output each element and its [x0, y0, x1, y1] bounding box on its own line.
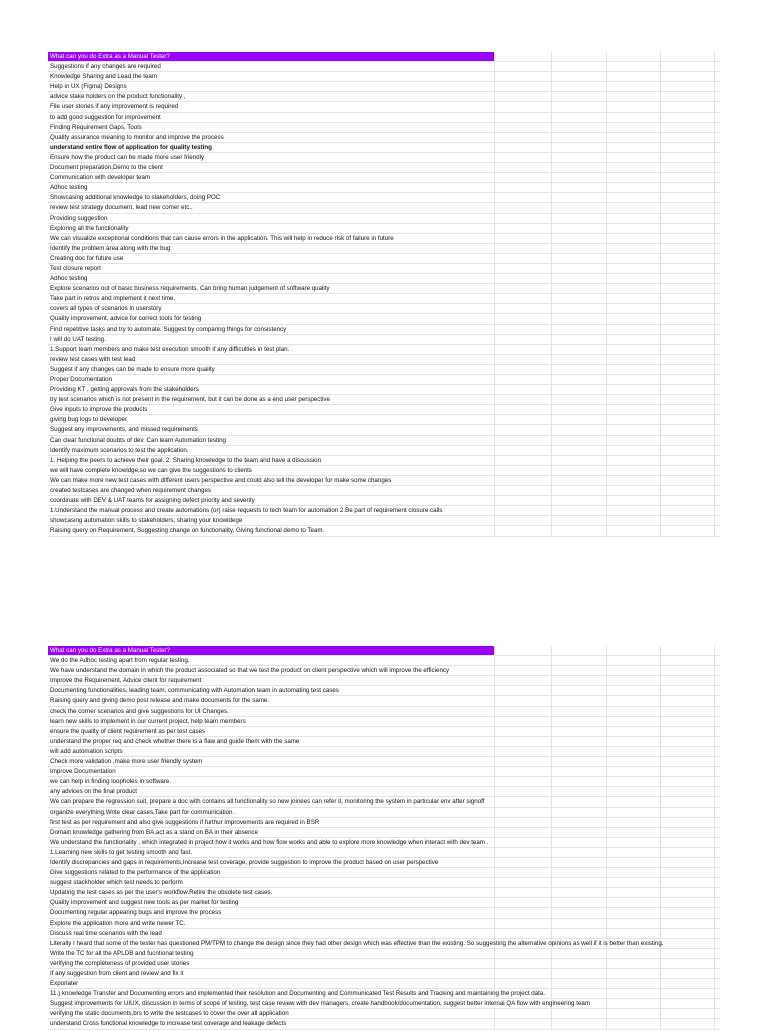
table-cell[interactable]: Suggest if any changes can be made to ensure more quality — [50, 365, 215, 373]
table-row[interactable] — [48, 62, 720, 72]
table-row[interactable] — [48, 717, 720, 727]
table-row[interactable] — [48, 777, 720, 787]
table-row[interactable] — [48, 516, 720, 526]
table-cell[interactable]: understand the proper req and check whether there is a flaw and guide them with the same — [50, 737, 300, 745]
table-cell[interactable]: Suggestions if any changes are required — [50, 63, 161, 71]
table-row[interactable] — [48, 656, 720, 666]
table-row[interactable] — [48, 526, 720, 536]
table-cell[interactable]: coordinate with DEV & UAT teams for assigning defect priority and severity — [50, 497, 255, 505]
table-cell[interactable]: Suggest improvements for UIUX, discussion in terms of scope of testing, test case review with dev managers, create handbook/documentation, suggest better internal QA flow with engineering team — [50, 1000, 590, 1008]
table-row[interactable] — [48, 224, 720, 234]
table-cell[interactable]: 1.Support team members and make test execution smooth if any difficulties in test plan. — [50, 345, 290, 353]
table-row[interactable] — [48, 274, 720, 284]
table-cell[interactable]: Updating the test cases as per the user's workflow.Retire the obsolete test cases. — [50, 889, 273, 897]
table-cell[interactable]: Document preparation,Demo to the client — [50, 164, 163, 172]
table-cell[interactable]: we can help in finding loopholes in software. — [50, 778, 172, 786]
table-row[interactable] — [48, 939, 720, 949]
table-cell[interactable]: organize everything,Write clear cases,Take part for communication. — [50, 808, 235, 816]
table-cell[interactable]: Literally I heard that some of the tester has questioned PM/TPM to change the design since they had other design which was effective than the existing. So suggesting the alternative opinions as well if it is better than existing. — [50, 939, 664, 947]
table-cell[interactable]: We can visualize exceptional conditions that can cause errors in the application. This will help in reduce risk of failure in future — [50, 234, 394, 242]
header-row[interactable] — [48, 646, 720, 656]
table-row[interactable] — [48, 102, 720, 112]
table-row[interactable] — [48, 446, 720, 456]
table-cell[interactable]: advice stake holders on the product functionality , — [50, 93, 186, 101]
table-cell[interactable]: giving bug logs to developer — [50, 416, 128, 424]
header-cell[interactable]: What can you do Extra as a Manual Tester? — [50, 53, 170, 60]
sheet-block-1 — [48, 52, 720, 537]
table-cell[interactable]: review test strategy document, lead new comer etc.. — [50, 204, 193, 212]
table-cell[interactable]: Identify maximum scenarios to test the application. — [50, 446, 189, 454]
table-row[interactable] — [48, 979, 720, 989]
table-cell[interactable]: Find repetitive tasks and try to automate. Suggest by comparing things for consistency — [50, 325, 287, 333]
table-cell[interactable]: any advices on the final product — [50, 788, 138, 796]
table-cell[interactable]: Quality improvement and suggest new tools as per market for testing — [50, 899, 239, 907]
table-row[interactable] — [48, 153, 720, 163]
table-cell[interactable]: We have understand the domain in which the product associated so that we test the product on client perspective which will improve the efficiency — [50, 667, 450, 675]
table-cell[interactable]: Quality assurance meaning to monitor and improve the process — [50, 133, 224, 141]
table-cell[interactable]: Discuss real time scenarios with the lead — [50, 929, 162, 937]
table-row[interactable] — [48, 173, 720, 183]
table-cell[interactable]: Proper Documentation — [50, 376, 112, 383]
table-cell[interactable]: Communication with developer team — [50, 174, 151, 182]
table-row[interactable] — [48, 858, 720, 868]
table-row[interactable] — [48, 345, 720, 355]
table-cell[interactable]: Providing suggestion — [50, 214, 108, 222]
table-row[interactable] — [48, 82, 720, 92]
table-cell[interactable]: 1.Understand the manual process and create automations (or) raise requests to tech team for automation 2.Be part of requirement closure calls — [50, 507, 443, 515]
table-row[interactable] — [48, 314, 720, 324]
table-row[interactable] — [48, 456, 720, 466]
table-cell[interactable]: 11.) knowledge Transfer and Documenting errors and implemented their resolution and Documenting and Communicated Test Results and Tracking and maintaining the project data. — [50, 990, 546, 998]
table-cell[interactable]: we will have complete knowldge,so we can give the suggestions to clients — [50, 466, 252, 474]
table-row[interactable] — [48, 203, 720, 213]
table-row[interactable] — [48, 989, 720, 999]
table-row[interactable] — [48, 304, 720, 314]
table-cell[interactable]: We can make more new test cases with different users perspective and could also tell the developer for make some changes — [50, 476, 392, 484]
table-row[interactable] — [48, 244, 720, 254]
table-cell[interactable]: try test scenarios which is not present in the requirement, but it can be done as a end user perspective — [50, 396, 330, 404]
table-cell[interactable]: We understand the functionality , which integrated in project how it works and how flow works and able to explore more knowledge when interact with dev team . — [50, 838, 489, 846]
table-cell[interactable]: understand Cross functional knowledge to increase test coverage and leakage defects — [50, 1020, 287, 1028]
table-row[interactable] — [48, 193, 720, 203]
table-row[interactable] — [48, 72, 720, 82]
table-cell[interactable]: We can prepare the regression suit, prepare a doc with contains all functionality so new joinees can refer it, monitoring the system in particular env after signoff — [50, 798, 485, 806]
table-cell[interactable]: 1. Helping the peers to achieve their goal. 2. Sharing knowledge to the team and have a discussion — [50, 456, 322, 464]
table-row[interactable] — [48, 496, 720, 506]
table-cell[interactable]: Identify the problem area along with the bug — [50, 244, 171, 252]
table-cell[interactable]: Check more validation ,make more user friendly system — [50, 758, 203, 766]
header-cell[interactable]: What can you do Extra as a Manual Tester? — [50, 647, 170, 654]
table-row[interactable] — [48, 727, 720, 737]
table-cell[interactable]: Give suggestions related to the performance of the application — [50, 869, 221, 877]
table-row[interactable] — [48, 848, 720, 858]
table-cell[interactable]: Exploring all the functionality — [50, 224, 129, 232]
table-cell[interactable]: Adhoc testing — [50, 184, 88, 192]
table-row[interactable] — [48, 425, 720, 435]
table-row[interactable] — [48, 355, 720, 365]
table-row[interactable] — [48, 385, 720, 395]
table-row[interactable] — [48, 898, 720, 908]
table-cell[interactable]: We do the Adhoc testing apart from regular testing. — [50, 657, 190, 665]
table-cell[interactable]: covers all types of scenarios in userstory — [50, 305, 162, 313]
table-cell[interactable]: Improve Documentation — [50, 768, 116, 776]
table-row[interactable] — [48, 888, 720, 898]
table-cell[interactable]: check the corner scenarios and give suggestions for UI Changes. — [50, 707, 229, 715]
table-row[interactable] — [48, 959, 720, 969]
table-cell[interactable]: File user stories if any improvement is required — [50, 103, 179, 111]
header-row[interactable] — [48, 52, 720, 62]
table-cell[interactable]: Write the TC for all the APLDB and fucntional testing — [50, 949, 194, 957]
table-row[interactable] — [48, 415, 720, 425]
table-row[interactable] — [48, 486, 720, 496]
table-row[interactable] — [48, 787, 720, 797]
table-cell[interactable]: I will do UAT testing. — [50, 335, 106, 343]
table-row[interactable] — [48, 999, 720, 1009]
table-row[interactable] — [48, 737, 720, 747]
table-row[interactable] — [48, 92, 720, 102]
table-cell[interactable]: Raising query on Requirement, Suggesting change on functionality, Giving functional demo to Team. — [50, 527, 325, 535]
table-row[interactable] — [48, 808, 720, 818]
table-row[interactable] — [48, 113, 720, 123]
table-row[interactable] — [48, 476, 720, 486]
table-cell[interactable]: Can clear functional doubts of dev. Can learn Automation testing — [50, 436, 226, 444]
table-row[interactable] — [48, 868, 720, 878]
table-row[interactable] — [48, 818, 720, 828]
table-cell[interactable]: Improve the Requirement, Advice client for requirement — [50, 677, 202, 685]
table-row[interactable] — [48, 747, 720, 757]
table-row[interactable] — [48, 696, 720, 706]
table-row[interactable] — [48, 163, 720, 173]
table-row[interactable] — [48, 949, 720, 959]
table-cell[interactable]: Quality improvement, advice for correct tools for testing — [50, 315, 202, 323]
table-cell[interactable]: Ensure how the product can be made more user friendly — [50, 153, 205, 161]
table-row[interactable] — [48, 214, 720, 224]
table-cell[interactable]: Documenting functionalities, leading team, communicating with Automation team in automating test cases — [50, 687, 339, 695]
table-cell[interactable]: Give inputs to improve the products — [50, 406, 148, 414]
table-row[interactable] — [48, 264, 720, 274]
table-row[interactable] — [48, 436, 720, 446]
table-cell[interactable]: learn new skills to implement in our current project, help team members — [50, 717, 246, 725]
table-cell[interactable]: to add good suggestion for improvement — [50, 113, 161, 121]
table-cell[interactable]: Explore scenarios out of basic business requirements. Can bring human judgement of software quality — [50, 285, 330, 293]
table-cell[interactable]: If any suggestion from client and review and fix it — [50, 970, 184, 977]
table-row[interactable] — [48, 395, 720, 405]
table-row[interactable] — [48, 183, 720, 193]
table-row[interactable] — [48, 686, 720, 696]
table-cell[interactable]: Showcasing additional knowledge to stakeholders, doing POC — [50, 194, 221, 202]
table-cell[interactable]: review test cases with test lead — [50, 355, 136, 363]
sheet-block-2 — [48, 646, 720, 1030]
table-cell[interactable]: 1.Learning new skills to get testing smooth and fast. — [50, 848, 193, 856]
table-row[interactable] — [48, 666, 720, 676]
table-row[interactable] — [48, 908, 720, 918]
table-row[interactable] — [48, 325, 720, 335]
table-cell[interactable]: first test as per requirement and also give suggestions if furthur improvements are required in BSR — [50, 818, 320, 826]
table-cell[interactable]: understand entire flow of application for quality testing — [50, 143, 212, 151]
table-row[interactable] — [48, 878, 720, 888]
table-row[interactable] — [48, 838, 720, 848]
table-cell[interactable]: Documenting regular appearing bugs and improve the process — [50, 909, 222, 917]
table-cell[interactable]: Test closure report — [50, 264, 101, 272]
table-cell[interactable]: Identify discrepancies and gaps in requirements,Increase test coverage, provide suggestion to improve the product based on user perspective — [50, 858, 439, 866]
table-cell[interactable]: Suggest any improvements, and missed requirements — [50, 426, 198, 434]
table-row[interactable] — [48, 676, 720, 686]
table-row[interactable] — [48, 767, 720, 777]
table-cell[interactable]: Finding Requirement Gaps, Tools — [50, 123, 142, 131]
table-cell[interactable]: Take part in retros and implement it next time. — [50, 295, 176, 303]
table-row[interactable] — [48, 284, 720, 294]
table-cell[interactable]: Explore the application more and write newer TC. — [50, 919, 186, 927]
table-row[interactable] — [48, 335, 720, 345]
table-cell[interactable]: Knowledge Sharing and Lead the team — [50, 73, 157, 81]
table-row[interactable] — [48, 1009, 720, 1019]
table-row[interactable] — [48, 365, 720, 375]
table-cell[interactable]: created testcases are changed when requirement changes — [50, 487, 211, 495]
table-cell[interactable]: verifying the completeness of provided user stories — [50, 959, 190, 967]
table-cell[interactable]: Adhoc testing — [50, 275, 88, 283]
table-row[interactable] — [48, 929, 720, 939]
table-row[interactable] — [48, 143, 720, 153]
table-row[interactable] — [48, 797, 720, 807]
table-row[interactable] — [48, 969, 720, 979]
table-cell[interactable]: Exporlater — [50, 980, 79, 988]
table-cell[interactable]: will add automation scripts — [50, 747, 123, 755]
table-cell[interactable]: ensure the quality of client requirement as per test cases — [50, 727, 206, 735]
table-row[interactable] — [48, 828, 720, 838]
table-row[interactable] — [48, 1019, 720, 1029]
table-row[interactable] — [48, 294, 720, 304]
table-cell[interactable]: suggest stackholder which test needs to perform — [50, 879, 183, 887]
table-row[interactable] — [48, 707, 720, 717]
table-row[interactable] — [48, 123, 720, 133]
table-cell[interactable]: showcasing automation skills to stakeholders, sharing your knowldege — [50, 517, 243, 525]
table-cell[interactable]: Providing KT , getting approvals from the stakeholders — [50, 386, 199, 394]
table-row[interactable] — [48, 133, 720, 143]
table-row[interactable] — [48, 757, 720, 767]
table-row[interactable] — [48, 254, 720, 264]
table-cell[interactable]: Raising query and giving demo post release and make documents for the same. — [50, 697, 270, 705]
table-cell[interactable]: verifying the static documents,brs to write the testcases to cover the over all application — [50, 1010, 289, 1018]
table-cell[interactable]: Creating doc for future use — [50, 254, 124, 262]
table-row[interactable] — [48, 466, 720, 476]
table-row[interactable] — [48, 375, 720, 385]
table-row[interactable] — [48, 506, 720, 516]
table-row[interactable] — [48, 919, 720, 929]
table-row[interactable] — [48, 405, 720, 415]
table-cell[interactable]: Domain knowledge gathering from BA,act as a stand on BA in their absence — [50, 828, 259, 836]
table-cell[interactable]: Help in UX (Figma) Designs — [50, 83, 127, 91]
table-row[interactable] — [48, 234, 720, 244]
